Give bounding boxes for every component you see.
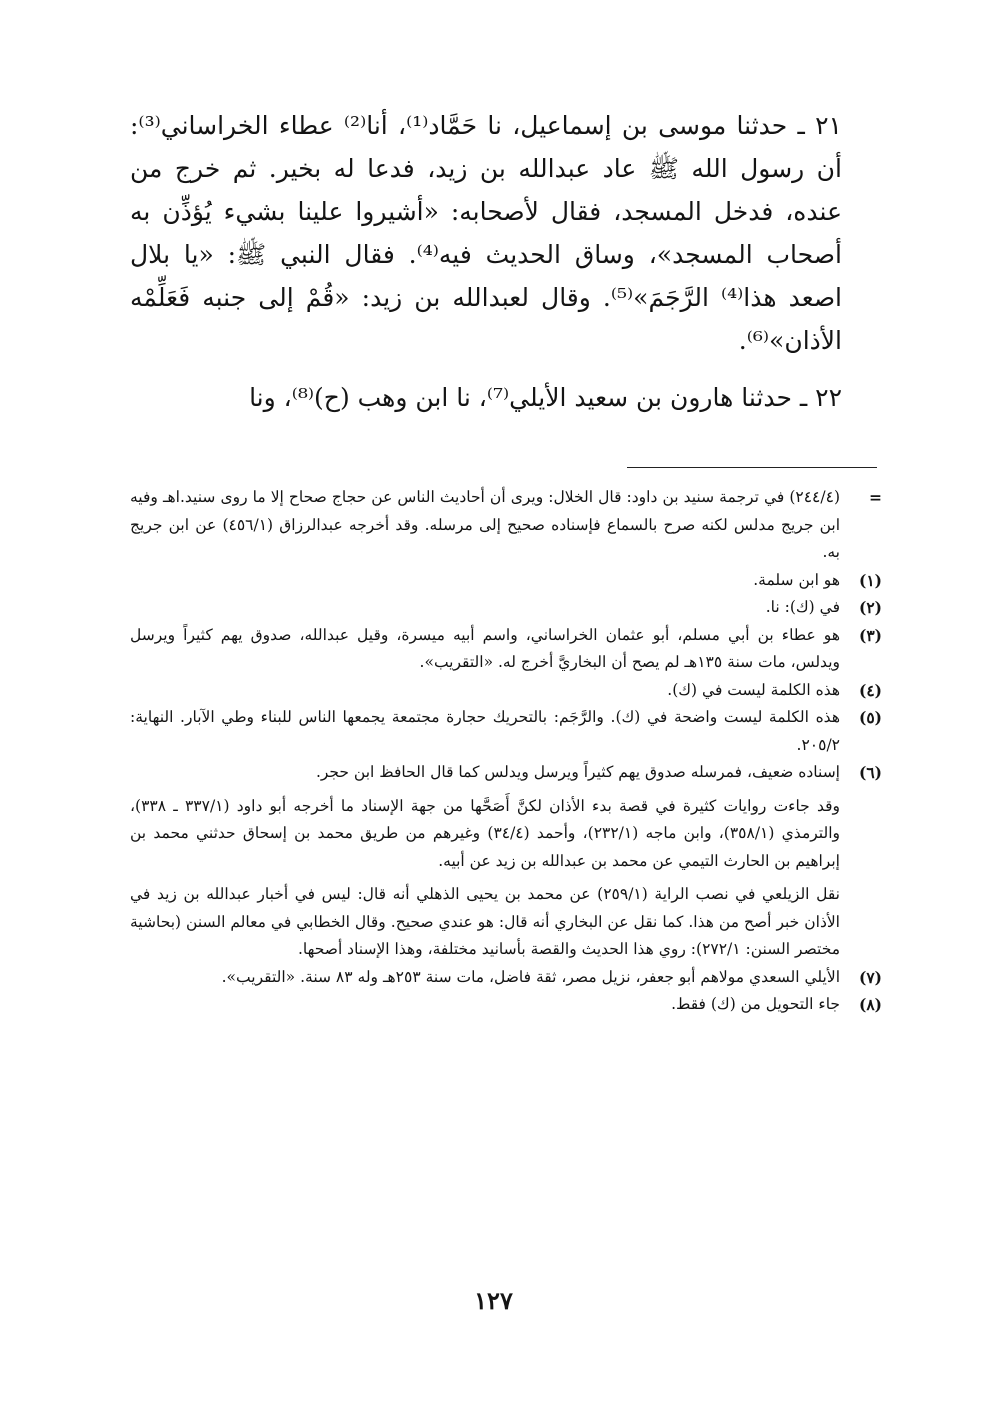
footnote-continuation — [130, 484, 882, 567]
page-number: ١٢٧ — [474, 1286, 513, 1315]
footnote-text: هو عطاء بن أبي مسلم، أبو عثمان الخراساني، واسم أبيه ميسرة، وقيل عبدالله، صدوق يهم كثيراً ويرسل ويدلس، مات سنة ١٣٥هـ لم يصح أن البخاريَّ أخرج له. «التقريب». — [130, 625, 840, 671]
footnote-text: هذه الكلمة ليست واضحة في (ك). والرَّجَم: بالتحريك حجارة مجتمعة يجمعها الناس للبناء وطي الآبار. النهاية: ٢٠٥/٢. — [130, 708, 840, 754]
footnotes — [130, 484, 882, 1019]
footnote-number: (٦) — [858, 763, 882, 782]
footnote-text: في (ك): نا. — [765, 598, 840, 616]
footnote-item — [130, 567, 882, 595]
footnote-item — [130, 759, 882, 964]
hadith-21: ٢١ ـ حدثنا موسى بن إسماعيل، نا حَمَّاد⁽¹⁾، أنا⁽²⁾ عطاء الخراساني⁽³⁾: أن رسول الله ﷺ عاد عبدالله بن زيد، فدعا له بخير. ثم خرج من عنده، فدخل المسجد، فقال لأصحابه: «أشيروا علينا بشيء يُؤذِّن به أصحاب المسجد»، وساق الحديث فيه⁽⁴⁾. فقال النبي ﷺ: «يا بلال اصعد هذا⁽⁴⁾ الرَّجَمَ»⁽⁵⁾. وقال لعبدالله بن زيد: «قُمْ إلى جنبه فَعَلِّمْه الأذان»⁽⁶⁾. — [130, 111, 842, 355]
footnote-text: هو ابن سلمة. — [753, 570, 840, 589]
footnote-list — [130, 567, 882, 1019]
footnote-text: إسناده ضعيف، فمرسله صدوق يهم كثيراً ويرسل ويدلس كما قال الحافظ ابن حجر. — [315, 763, 840, 781]
footnote-item — [130, 991, 882, 1019]
footnote-number: (١) — [858, 570, 882, 590]
footnote-number: (٤) — [858, 680, 882, 700]
footnote-number: (٨) — [858, 995, 882, 1014]
footnote-text: وقد جاءت روايات كثيرة في قصة بدء الأذان لكنَّ أَصَحَّها من جهة الإسناد ما أخرجه أبو داود (٣٣٧/١ ـ ٣٣٨)، والترمذي (٣٥٨/١)، وابن ماجه (٢٣٢/١)، وأحمد (٣٤/٤) وغيرهم من طريق محمد بن إسحاق حدثني محمد بن إبراهيم بن الحارث التيمي عن محمد بن عبدالله بن زيد عن أبيه. — [130, 796, 840, 870]
footnote-text: هذه الكلمة ليست في (ك). — [667, 680, 840, 699]
footnote-number: (٥) — [858, 708, 882, 727]
footnote-text: جاء التحويل من (ك) فقط. — [671, 995, 840, 1013]
footnote-item — [130, 964, 882, 992]
footnote-number: (٣) — [858, 625, 882, 645]
footnote-number: (٧) — [858, 967, 882, 987]
footnote-separator — [627, 467, 877, 468]
continuation-text: (٢٤٤/٤) في ترجمة سنيد بن داود: قال الخلال: ويرى أن أحاديث الناس عن حجاج صحاح إلا ما روى سنيد.اهـ وفيه ابن جريج مدلس لكنه صرح بالسماع فإسناده صحيح إلى مرسله. وقد أخرجه عبدالرزاق (٤٥٦/١) عن ابن جريج به. — [130, 488, 841, 561]
footnote-item — [130, 704, 882, 759]
hadith-22: ٢٢ ـ حدثنا هارون بن سعيد الأيلي⁽⁷⁾، نا ابن وهب (ح)⁽⁸⁾، ونا — [249, 383, 842, 412]
footnote-text: نقل الزيلعي في نصب الراية (٢٥٩/١) عن محمد بن يحيى الذهلي أنه قال: ليس في أخبار عبدالله بن زيد في الأذان خبر أصح من هذا. كما نقل عن البخاري أنه قال: هو عندي صحيح. وقال الخطابي في معالم السنن (بحاشية مختصر السنن: ٢٧٢/١): روي هذا الحديث والقصة بأسانيد مختلفة، وهذا الإسناد أصحها. — [130, 885, 840, 958]
footnote-item — [130, 622, 882, 677]
footnote-number: (٢) — [858, 598, 882, 617]
footnote-text: الأيلي السعدي مولاهم أبو جعفر، نزيل مصر، ثقة فاضل، مات سنة ٢٥٣هـ وله ٨٣ سنة. «التقريب». — [221, 967, 840, 986]
footnote-item — [130, 677, 882, 705]
main-text — [130, 104, 842, 433]
footnote-item — [130, 594, 882, 622]
continuation-mark: = — [869, 488, 882, 507]
